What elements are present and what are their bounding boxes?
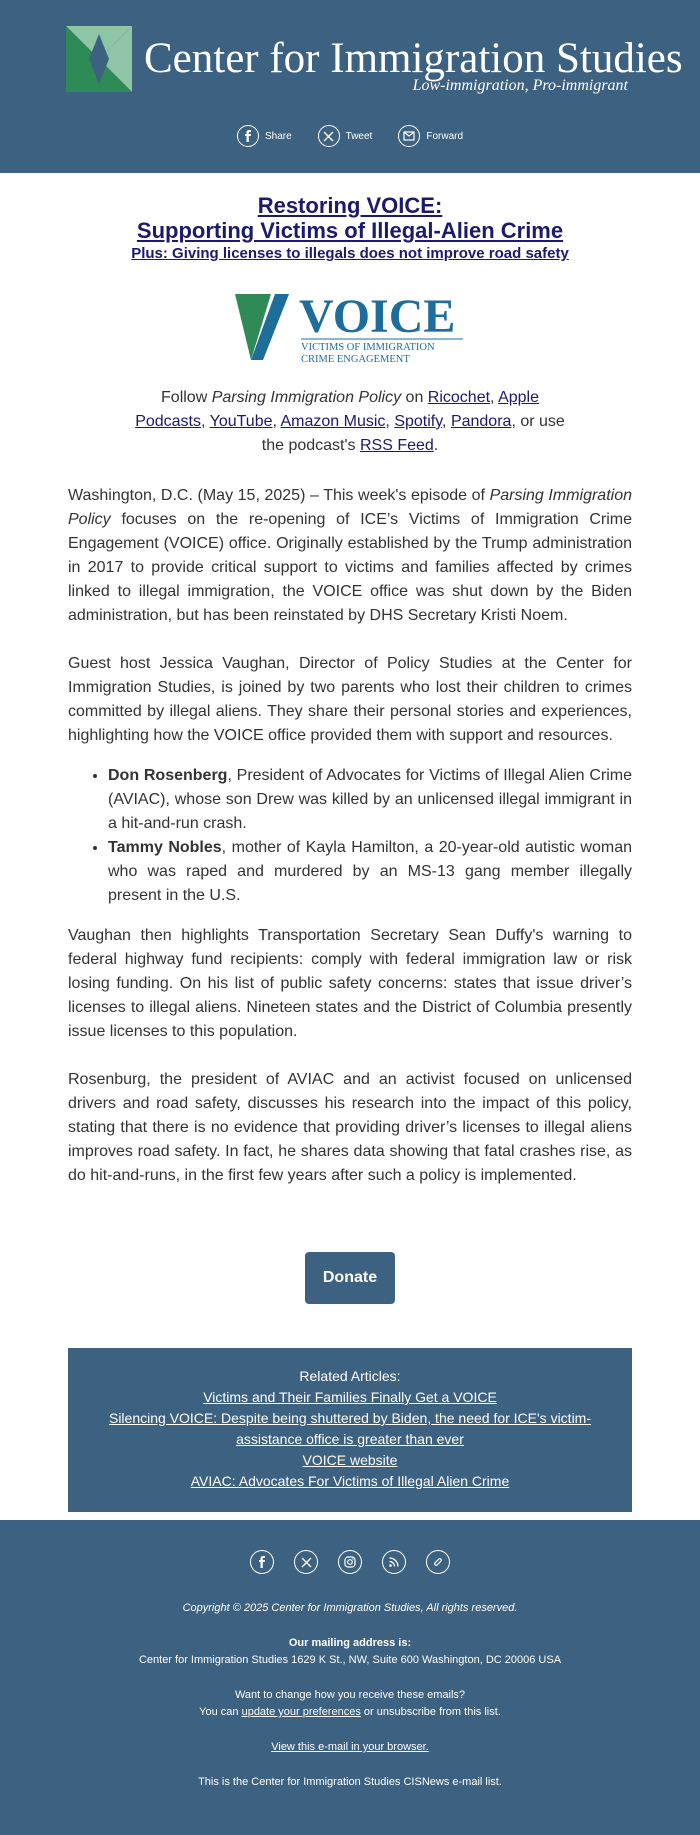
list-item [108,836,632,908]
prefs-prefix: You can [199,1706,242,1718]
x-icon [318,125,340,147]
paragraph-1 [68,484,632,628]
related-link-2[interactable]: Silencing VOICE: Despite being shuttered by Biden, the need for ICE's victim-assistance office is greater than ever [108,1410,592,1447]
share-button[interactable] [237,125,292,147]
copyright-prefix: Copyright © 2025 [182,1602,272,1614]
rss-feed-link[interactable]: RSS Feed [359,437,434,454]
share-bar [0,125,700,147]
follow-rss-text: , or use the podcast's [261,413,565,454]
paragraph-2: Guest host Jessica Vaughan, Director of Policy Studies at the Center for Immigration Studies, is joined by two parents who lost their children to crimes committed by illegal aliens. They share their personal stories and experiences, highlighting how the VOICE office provided them with support and resources. [68,655,632,744]
voice-logo-line2: CRIME ENGAGEMENT [301,354,410,365]
org-name: Center for Immigration Studies [144,35,683,82]
copyright-org: Center for Immigration Studies [271,1602,421,1614]
tweet-label: Tweet [345,130,373,142]
guest-desc: , mother of Kayla Hamilton, a 20-year-old autistic woman who was raped and murdered by an MS-13 gang member illegally present in the U.S. [108,839,632,904]
apple-podcasts-link[interactable]: Apple Podcasts [135,389,539,430]
guest-name: Don Rosenberg [108,767,228,784]
paragraph-4: Rosenburg, the president of AVIAC and an activist focused on unlicensed drivers and road safety, discusses his research into the impact of this policy, stating that there is no evidence that providing driver’s licenses to illegal aliens improves road safety. In fact, he shares data showing that fatal crashes rise, as do hit-and-runs, in the first few years after such a policy is implemented. [68,1071,632,1184]
related-heading: Related Articles: [299,1368,401,1384]
podcast-follow: Follow Parsing Immigration Policy on Ricochet, Apple Podcasts, YouTube, Amazon Music, Spotify, Pandora, or use the podcast's RSS Feed. [135,389,565,454]
mailing-address: Center for Immigration Studies 1629 K St., NW, Suite 600 Washington, DC 20006 USA [138,1654,562,1666]
preferences-line [0,1704,700,1721]
cis-logo-icon [66,26,132,92]
browser-view [0,1739,700,1756]
voice-logo-line1: VICTIMS OF IMMIGRATION [301,342,435,353]
p1-rest: focuses on the re-opening of ICE’s Victims of Immigration Crime Engagement (VOICE) office. Originally established by the Trump administration in 2017 to provide critical support to victims and families affected by crimes linked to illegal immigration, the VOICE office was shut down by the Biden administration, but has been reinstated by DHS Secretary Kristi Noem. [68,511,632,624]
org-tagline: Low-immigration, Pro-immigrant [412,77,628,94]
youtube-link[interactable]: YouTube [209,413,273,430]
title-line-1[interactable]: Restoring VOICE: [257,193,443,218]
related-link-3[interactable]: VOICE website [302,1452,398,1468]
related-articles [68,1348,632,1512]
related-link-1[interactable]: Victims and Their Families Finally Get a VOICE [203,1389,497,1405]
change-prompt: Want to change how you receive these emails? [234,1689,466,1701]
email-footer [0,1520,700,1835]
p1-podcast-name: Parsing Immigration Policy [68,487,632,528]
article-subtitle[interactable]: Plus: Giving licenses to illegals does not improve road safety [131,245,569,262]
prefs-suffix: or unsubscribe from this list. [360,1706,501,1718]
podcast-name: Parsing Immigration Policy [211,389,402,406]
x-icon[interactable] [294,1550,318,1574]
rss-icon[interactable] [382,1550,406,1574]
ricochet-link[interactable]: Ricochet [427,389,491,406]
donate-section [68,1252,632,1304]
follow-on-text: on [401,389,428,406]
copyright-suffix: , All rights reserved. [420,1602,518,1614]
article-headline [68,193,632,262]
copyright [0,1600,700,1617]
facebook-icon[interactable] [250,1550,274,1574]
tweet-button[interactable] [318,125,373,147]
email-header [0,0,700,173]
update-preferences-link[interactable]: update your preferences [241,1706,361,1718]
spotify-link[interactable]: Spotify [394,413,443,430]
related-link-4[interactable]: AVIAC: Advocates For Victims of Illegal Alien Crime [190,1473,510,1489]
forward-label: Forward [426,130,464,142]
voice-logo [235,288,465,366]
list-note: This is the Center for Immigration Studies CISNews e-mail list. [198,1776,502,1788]
amazon-music-link[interactable]: Amazon Music [280,413,386,430]
pandora-link[interactable]: Pandora [450,413,512,430]
article-content [0,193,700,1304]
guest-list [68,764,632,908]
mail-icon [398,125,420,147]
mailing-label: Our mailing address is: [288,1637,412,1649]
follow-end: . [433,437,439,454]
guest-desc: , President of Advocates for Victims of Illegal Alien Crime (AVIAC), whose son Drew was killed by an unlicensed illegal immigrant in a hit-and-run crash. [108,767,632,832]
paragraph-3: Vaughan then highlights Transportation Secretary Sean Duffy's warning to federal highway fund recipients: comply with federal immigration law or risk losing funding. On his list of public safety concerns: states that issue driver’s licenses to illegal aliens. Nineteen states and the District of Columbia presently issue licenses to this population. [68,927,632,1040]
donate-button[interactable]: Donate [305,1252,395,1304]
title-line-2[interactable]: Supporting Victims of Illegal-Alien Crime [136,218,564,243]
list-item [108,764,632,836]
social-links [0,1550,700,1574]
link-icon[interactable] [426,1550,450,1574]
voice-logo-word: VOICE [299,290,456,343]
guest-name: Tammy Nobles [108,839,222,856]
forward-button[interactable] [398,125,463,147]
follow-text: Follow [161,389,212,406]
share-label: Share [264,130,292,142]
facebook-icon [237,125,259,147]
instagram-icon[interactable] [338,1550,362,1574]
view-in-browser-link[interactable]: View this e-mail in your browser. [271,1741,429,1753]
p1-lead: Washington, D.C. (May 15, 2025) – This week's episode of [68,487,490,504]
